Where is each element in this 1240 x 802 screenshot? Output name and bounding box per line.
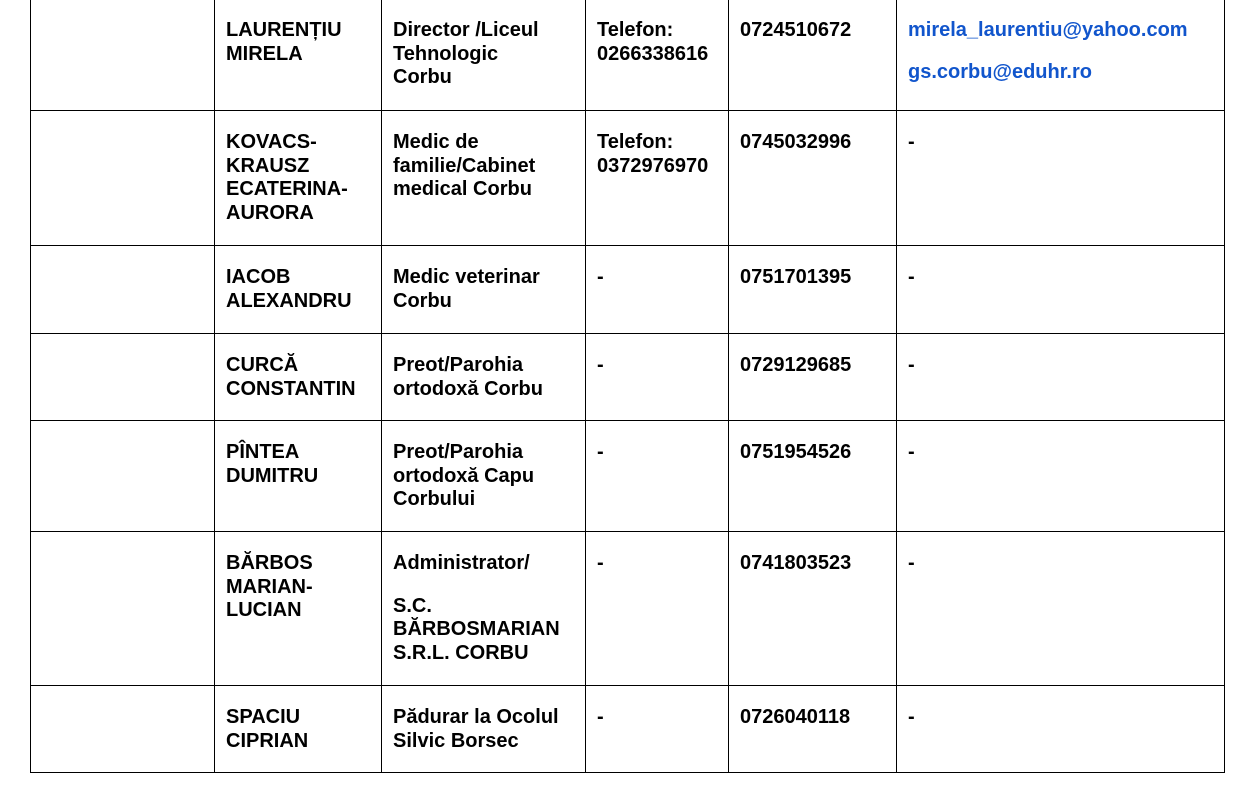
index-cell xyxy=(31,246,215,334)
phone-cell: - xyxy=(586,246,729,334)
role-spacer xyxy=(393,576,574,595)
table-row xyxy=(31,111,1225,246)
role-line: Medic veterinar xyxy=(393,266,540,288)
phone-cell xyxy=(586,0,729,111)
role-line: Administrator/ xyxy=(393,552,530,574)
name-line: CIPRIAN xyxy=(226,729,309,752)
role-cell xyxy=(382,246,586,334)
role-line: Medic de xyxy=(393,131,479,153)
index-cell xyxy=(31,686,215,773)
name-cell xyxy=(215,532,382,686)
email-cell: - xyxy=(897,334,1225,421)
name-line: MARIAN- xyxy=(226,575,313,598)
role-cell xyxy=(382,0,586,111)
name-cell xyxy=(215,334,382,421)
name-line: ECATERINA- xyxy=(226,178,348,200)
phone-cell: - xyxy=(586,532,729,686)
role-line: S.C. xyxy=(393,594,432,617)
name-line: IACOB xyxy=(226,266,291,288)
mobile-cell: 0745032996 xyxy=(729,111,897,246)
role-line: Preot/Parohia xyxy=(393,354,524,376)
role-cell xyxy=(382,111,586,246)
name-line: CURCĂ xyxy=(226,354,299,376)
name-line: KRAUSZ xyxy=(226,154,310,177)
name-line: LUCIAN xyxy=(226,599,302,621)
phone-cell: - xyxy=(586,334,729,421)
role-line: medical Corbu xyxy=(393,178,532,200)
role-line: ortodoxă Capu xyxy=(393,464,535,487)
name-cell xyxy=(215,111,382,246)
table-row xyxy=(31,334,1225,421)
phone-cell xyxy=(586,111,729,246)
phone-line: 0372976970 xyxy=(597,154,709,177)
mobile-cell: 0726040118 xyxy=(729,686,897,773)
name-line: AURORA xyxy=(226,201,314,224)
role-line: Preot/Parohia xyxy=(393,441,524,463)
table-row xyxy=(31,532,1225,686)
role-line: Corbu xyxy=(393,289,452,312)
phone-cell: - xyxy=(586,686,729,773)
email-cell: - xyxy=(897,111,1225,246)
table-row xyxy=(31,421,1225,532)
name-line: CONSTANTIN xyxy=(226,377,356,400)
email-link[interactable]: mirela_laurentiu@yahoo.com xyxy=(908,19,1188,41)
role-cell xyxy=(382,686,586,773)
index-cell xyxy=(31,0,215,111)
contacts-table xyxy=(30,0,1225,773)
role-line: Director /Liceul xyxy=(393,19,539,41)
email-cell: - xyxy=(897,421,1225,532)
email-cell: - xyxy=(897,246,1225,334)
role-cell xyxy=(382,334,586,421)
name-line: LAURENȚIU xyxy=(226,19,342,41)
name-line: KOVACS- xyxy=(226,131,317,153)
mobile-cell: 0751954526 xyxy=(729,421,897,532)
role-line: ortodoxă Corbu xyxy=(393,377,543,400)
role-line: Corbu xyxy=(393,66,452,88)
name-line: SPACIU xyxy=(226,706,301,728)
name-line: PÎNTEA xyxy=(226,441,300,463)
index-cell xyxy=(31,334,215,421)
index-cell xyxy=(31,111,215,246)
role-cell xyxy=(382,532,586,686)
role-line: Tehnologic xyxy=(393,42,499,65)
role-line: Silvic Borsec xyxy=(393,729,519,752)
name-cell xyxy=(215,686,382,773)
mobile-cell: 0729129685 xyxy=(729,334,897,421)
name-line: ALEXANDRU xyxy=(226,289,352,312)
role-line: Pădurar la Ocolul xyxy=(393,706,559,728)
index-cell xyxy=(31,532,215,686)
mobile-cell: 0724510672 xyxy=(729,0,897,111)
name-cell xyxy=(215,246,382,334)
role-line: familie/Cabinet xyxy=(393,154,536,177)
name-line: BĂRBOS xyxy=(226,552,313,574)
role-line: BĂRBOSMARIAN xyxy=(393,618,560,640)
table-row xyxy=(31,246,1225,334)
name-cell xyxy=(215,0,382,111)
phone-cell: - xyxy=(586,421,729,532)
phone-line: 0266338616 xyxy=(597,42,709,65)
email-cell xyxy=(897,0,1225,111)
table-row xyxy=(31,0,1225,111)
role-line: Corbului xyxy=(393,488,476,510)
role-line: S.R.L. CORBU xyxy=(393,641,529,664)
role-cell xyxy=(382,421,586,532)
email-cell: - xyxy=(897,686,1225,773)
name-line: DUMITRU xyxy=(226,464,319,487)
index-cell xyxy=(31,421,215,532)
email-link[interactable]: gs.corbu@eduhr.ro xyxy=(908,60,1092,83)
name-line: MIRELA xyxy=(226,42,303,65)
phone-line: Telefon: xyxy=(597,131,674,153)
mobile-cell: 0751701395 xyxy=(729,246,897,334)
email-cell: - xyxy=(897,532,1225,686)
phone-line: Telefon: xyxy=(597,19,674,41)
mobile-cell: 0741803523 xyxy=(729,532,897,686)
table-row xyxy=(31,686,1225,773)
name-cell xyxy=(215,421,382,532)
